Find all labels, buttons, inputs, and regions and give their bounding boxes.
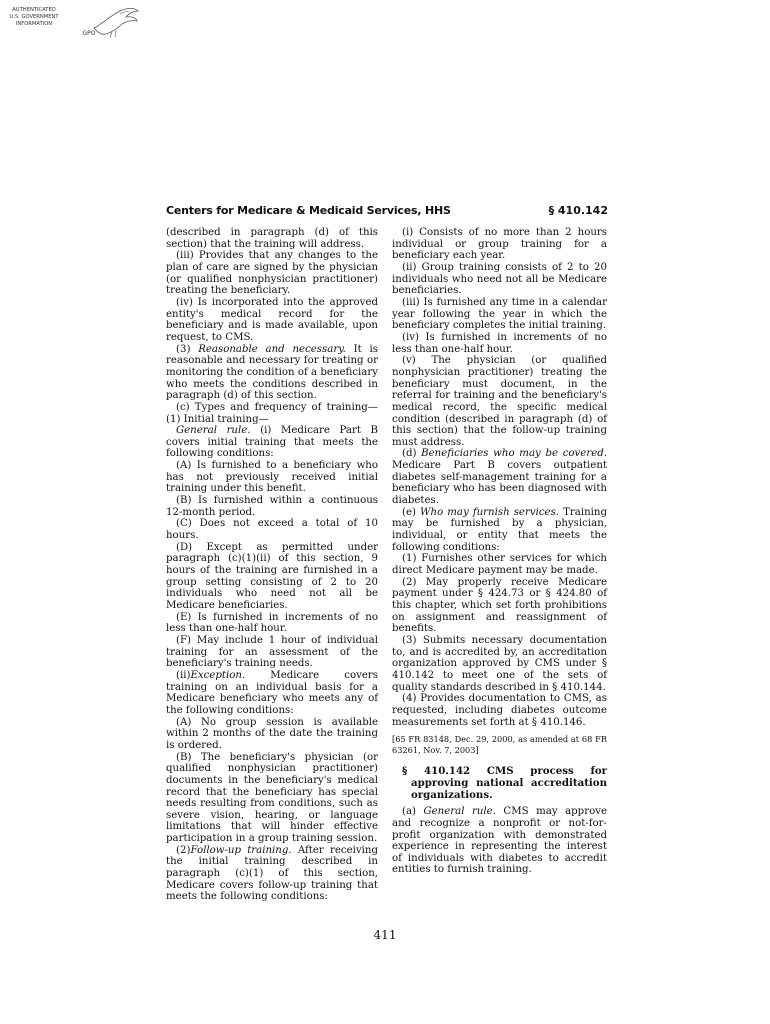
paragraph: (3) Submits necessary documentation to, and is accredited by, an accreditation organization approved by CMS under § 410.142 to meet one of the sets of quality standards described in § 410.144. [392, 634, 607, 693]
paragraph: (E) Is furnished in increments of no less than one-half hour. [166, 611, 378, 635]
agency-name: Centers for Medicare & Medicaid Services, HHS [166, 204, 451, 217]
paragraph: (iii) Is furnished any time in a calendar year following the year in which the beneficiary completes the initial training. [392, 296, 607, 332]
paragraph: (A) No group session is available within 2 months of the date the training is ordered. [166, 716, 378, 751]
seal-line-3: INFORMATION [15, 21, 53, 27]
paragraph: (1) Furnishes other services for which direct Medicare payment may be made. [392, 553, 607, 577]
left-text-column [166, 227, 378, 903]
header-section-number: § 410.142 [548, 204, 608, 217]
seal-line-2: U.S. GOVERNMENT [9, 14, 59, 20]
paragraph: (iv) Is incorporated into the approved entity's medical record for the beneficiary and is made available, upon request, to CMS. [166, 296, 378, 343]
paragraph: (iv) Is furnished in increments of no less than one-half hour. [392, 331, 607, 355]
section-body-paragraph: (a) General rule. CMS may approve and recognize a nonprofit or not-for-profit organization with demonstrated experience in representing the interest of individuals with diabetes to accredit entities to furnish training. [392, 806, 607, 876]
paragraph: (c) Types and frequency of training—(1) Initial training— [166, 401, 378, 425]
paragraph: (C) Does not exceed a total of 10 hours. [166, 518, 378, 542]
paragraph: (3) Reasonable and necessary. It is reasonable and necessary for treating or monitoring the condition of a beneficiary who meets the conditions described in paragraph (d) of this section. [166, 343, 378, 402]
gpo-authentication-seal [2, 2, 142, 50]
paragraph: (B) The beneficiary's physician (or qualified nonphysician practitioner) documents in the beneficiary's medical record that the beneficiary has special needs resulting from conditions, such as severe vision, hearing, or language limitations that will hinder effective participation in a group training session. [166, 751, 378, 845]
paragraph: (B) Is furnished within a continuous 12-month period. [166, 495, 378, 518]
paragraph: (d) Beneficiaries who may be covered. Medicare Part B covers outpatient diabetes self-management training for a beneficiary who has been diagnosed with diabetes. [392, 448, 607, 507]
paragraph: (A) Is furnished to a beneficiary who has not previously received initial training under this benefit. [166, 460, 378, 495]
section-heading: § 410.142 CMS process for approving national accreditation organizations. [402, 765, 607, 801]
paragraph: (2)Follow-up training. After receiving the initial training described in paragraph (c)(1) of this section, Medicare covers follow-up training that meets the following conditions: [166, 844, 379, 903]
paragraph: (ii) Group training consists of 2 to 20 individuals who need not all be Medicare beneficiaries. [392, 261, 607, 297]
paragraph: (F) May include 1 hour of individual training for an assessment of the beneficiary's training needs. [166, 634, 378, 670]
gpo-seal-icon [2, 2, 142, 50]
paragraph: (iii) Provides that any changes to the plan of care are signed by the physician (or qualified nonphysician practitioner) treating the beneficiary. [166, 250, 378, 297]
paragraph: General rule. (i) Medicare Part B covers initial training that meets the following conditions: [166, 425, 379, 460]
seal-line-4: GPO [82, 30, 96, 37]
right-text-column [392, 227, 607, 876]
paragraph: (i) Consists of no more than 2 hours individual or group training for a beneficiary each year. [392, 227, 607, 262]
running-header [166, 204, 608, 222]
paragraph: (D) Except as permitted under paragraph (c)(1)(ii) of this section, 9 hours of the training are furnished in a group setting consisting of 2 to 20 individuals who need not all be Medicare beneficiaries. [166, 541, 378, 611]
paragraph: (v) The physician (or qualified nonphysician practitioner) treating the beneficiary must document, in the referral for training and the beneficiary's medical record, the specific medical condition (described in paragraph (d) of this section) that the follow-up training must address. [392, 355, 607, 448]
paragraph: (2) May properly receive Medicare payment under § 424.73 or § 424.80 of this chapter, which set forth prohibitions on assignment and reassignment of benefits. [392, 576, 607, 635]
seal-line-1: AUTHENTICATED [12, 7, 56, 13]
paragraph: (ii)Exception. Medicare covers training on an individual basis for a Medicare beneficiary who meets any of the following conditions: [166, 669, 378, 716]
page-number: 411 [373, 928, 397, 942]
amendment-citation: [65 FR 83148, Dec. 29, 2000, as amended at 68 FR 63261, Nov. 7, 2003] [392, 734, 607, 756]
paragraph: (e) Who may furnish services. Training may be furnished by a physician, individual, or entity that meets the following conditions: [392, 506, 608, 553]
paragraph: (described in paragraph (d) of this section) that the training will address. [166, 227, 378, 250]
paragraph: (4) Provides documentation to CMS, as requested, including diabetes outcome measurements set forth at § 410.146. [392, 693, 607, 728]
